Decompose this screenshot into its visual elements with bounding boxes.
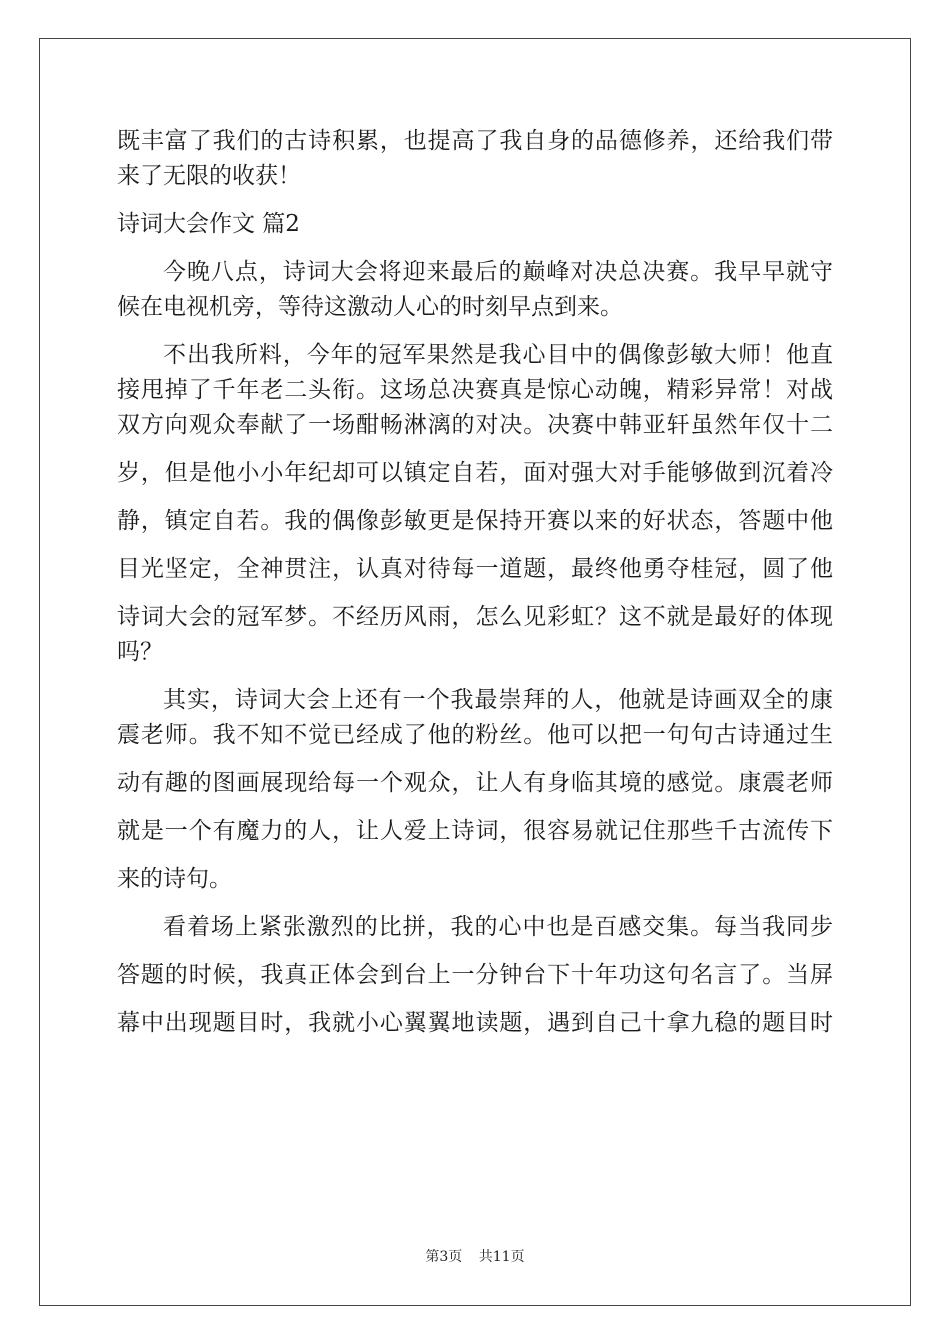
- text-line: 吗？: [117, 639, 163, 665]
- text-line: 静，镇定自若。我的偶像彭敏更是保持开赛以来的好状态，答题中他: [117, 508, 833, 534]
- text-line: 诗词大会的冠军梦。不经历风雨，怎么见彩虹？这不就是最好的体现: [117, 604, 833, 630]
- text-line: 看着场上紧张激烈的比拼，我的心中也是百感交集。每当我同步: [163, 914, 833, 940]
- text-line: 目光坚定，全神贯注，认真对待每一道题，最终他勇夺桂冠，圆了他: [117, 556, 833, 582]
- page-number: 第3页: [425, 1249, 463, 1265]
- text-line: 动有趣的图画展现给每一个观众，让人有身临其境的感觉。康震老师: [117, 770, 833, 796]
- text-line: 来的诗句。: [117, 866, 232, 892]
- text-line: 接甩掉了千年老二头衔。这场总决赛真是惊心动魄，精彩异常！对战: [117, 377, 833, 403]
- text-line: 既丰富了我们的古诗积累，也提高了我自身的品德修养，还给我们带: [117, 128, 833, 154]
- text-line: 幕中出现题目时，我就小心翼翼地读题，遇到自己十拿九稳的题目时: [117, 1010, 833, 1036]
- text-line: 就是一个有魔力的人，让人爱上诗词，很容易就记住那些千古流传下: [117, 818, 833, 844]
- page-footer: [0, 1248, 950, 1266]
- document-body: [117, 124, 833, 1041]
- text-line: 候在电视机旁，等待这激动人心的时刻早点到来。: [117, 294, 623, 320]
- text-line: 不出我所料，今年的冠军果然是我心目中的偶像彭敏大师！他直: [163, 342, 833, 368]
- text-line: 双方向观众奉献了一场酣畅淋漓的对决。决赛中韩亚轩虽然年仅十二: [117, 412, 833, 438]
- text-line: 其实，诗词大会上还有一个我最崇拜的人，他就是诗画双全的康: [163, 687, 833, 713]
- text-line: 今晚八点，诗词大会将迎来最后的巅峰对决总决赛。我早早就守: [163, 259, 833, 285]
- text-line: 震老师。我不知不觉已经成了他的粉丝。他可以把一句句古诗通过生: [117, 722, 833, 748]
- page-total: 共11页: [478, 1249, 525, 1265]
- section-heading: 诗词大会作文 篇2: [117, 211, 300, 237]
- text-line: 岁，但是他小小年纪却可以镇定自若，面对强大对手能够做到沉着冷: [117, 460, 833, 486]
- text-line: 来了无限的收获！: [117, 163, 301, 189]
- text-line: 答题的时候，我真正体会到台上一分钟台下十年功这句名言了。当屏: [117, 962, 833, 988]
